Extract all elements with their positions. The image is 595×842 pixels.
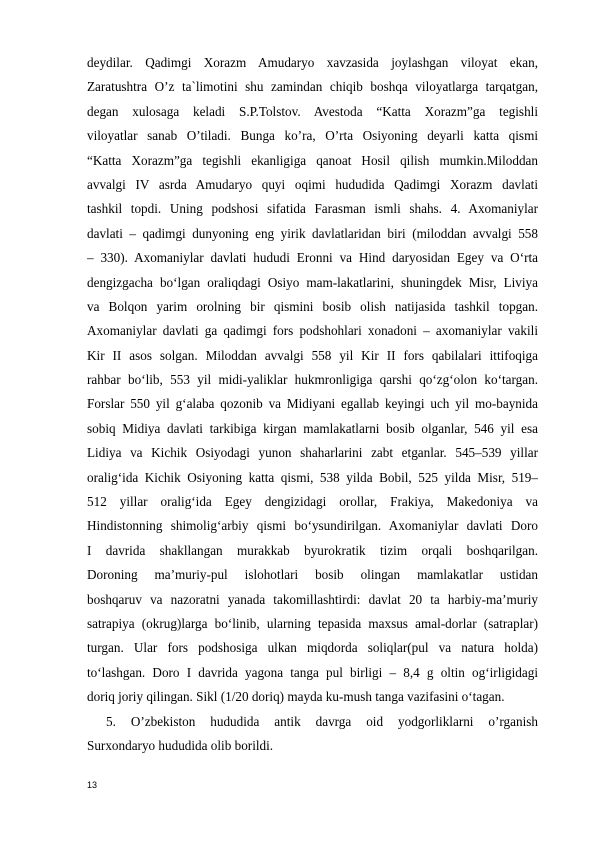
text-line: Kir II asos solgan. Miloddan avvalgi 558 yil Kir II fors qabilalari ittifoqiga (87, 347, 538, 363)
page-number: 13 (87, 780, 98, 790)
text-line: rahbar bo‘lib, 553 yil midi-yaliklar hukmronligiga qarshi qo‘zg‘olon ko‘targan. (87, 372, 538, 388)
text-line: degan xulosaga keladi S.P.Tolstov. Avestoda “Katta Xorazm”ga tegishli (87, 103, 538, 119)
text-line: turgan. Ular fors podshosiga ulkan miqdorda soliqlar(pul va natura holda) (87, 640, 538, 656)
text-line: 512 yillar oralig‘ida Egey dengizidagi orollar, Frakiya, Makedoniya va (87, 494, 538, 510)
text-line: dengizgacha bo‘lgan oraliqdagi Osiyo mam-lakatlarini, shuningdek Misr, Liviya (87, 274, 538, 290)
text-line: tashkil topdi. Uning podshosi sifatida Farasman ismli shahs. 4. Axomaniylar (87, 201, 538, 217)
text-line: deydilar. Qadimgi Xorazm Amudaryo xavzasida joylashgan viloyat ekan, (87, 55, 538, 70)
text-line: Axomaniylar davlati ga qadimgi fors podshohlari xonadoni – axomaniylar vakili (87, 323, 538, 339)
text-line: avvalgi IV asrda Amudaryo quyi oqimi hududida Qadimgi Xorazm davlati (87, 176, 538, 192)
text-line: Forslar 550 yil g‘alaba qozonib va Midiyani egallab keyingi uch yil mo-baynida (87, 396, 538, 412)
text-line: Lidiya va Kichik Osiyodagi yunon shaharlarini zabt etganlar. 545–539 yillar (87, 445, 538, 461)
text-line: Surxondaryo hududida olib borildi. (87, 737, 274, 753)
text-line: to‘lashgan. Doro I davrida yagona tanga pul birligi – 8,4 g oltin og‘irligidagi (87, 664, 538, 680)
text-line: I davrida shakllangan murakkab byurokratik tizim orqali boshqarilgan. (87, 542, 538, 558)
text-line: “Katta Xorazm”ga tegishli ekanligiga qanoat Hosil qilish mumkin.Miloddan (87, 152, 538, 168)
paragraph-1 (87, 51, 538, 710)
text-line: va Bolqon yarim orolning bir qismini bosib olish natijasida tashkil topgan. (87, 298, 538, 314)
text-line: Hindistonning shimolig‘arbiy qismi bo‘ysundirilgan. Axomaniylar davlati Doro (87, 518, 538, 534)
text-line: doriq joriy qilingan. Sikl (1/20 doriq) mayda ku-mush tanga vazifasini o‘tagan. (87, 689, 505, 705)
text-line: sobiq Midiya davlati tarkibiga kirgan mamlakatlarni bosib olganlar, 546 yil esa (87, 420, 538, 436)
text-line: davlati – qadimgi dunyoning eng yirik davlatlaridan biri (miloddan avvalgi 558 (87, 225, 538, 241)
text-line: satrapiya (okrug)larga bo‘linib, ularning tepasida maxsus amal-dorlar (satraplar) (87, 615, 538, 631)
document-body (87, 51, 538, 758)
paragraph-2 (87, 710, 538, 759)
text-line: Zaratushtra O’z ta`limotini shu zamindan chiqib boshqa viloyatlarga tarqatgan, (87, 79, 538, 95)
text-line: – 330). Axomaniylar davlati hududi Eronni va Hind daryosidan Egey va O‘rta (87, 250, 538, 266)
text-line: oralig‘ida Kichik Osiyoning katta qismi, 538 yilda Bobil, 525 yilda Misr, 519– (87, 469, 538, 485)
text-line: boshqaruv va nazoratni yanada takomillashtirdi: davlat 20 ta harbiy-ma’muriy (87, 591, 538, 607)
text-line: 5. O’zbekiston hududida antik davrga oid yodgorliklarni o’rganish (106, 713, 538, 729)
text-line: viloyatlar sanab O’tiladi. Bunga ko’ra, O’rta Osiyoning deyarli katta qismi (87, 128, 538, 144)
text-line: Doroning ma’muriy-pul islohotlari bosib olingan mamlakatlar ustidan (87, 567, 538, 583)
